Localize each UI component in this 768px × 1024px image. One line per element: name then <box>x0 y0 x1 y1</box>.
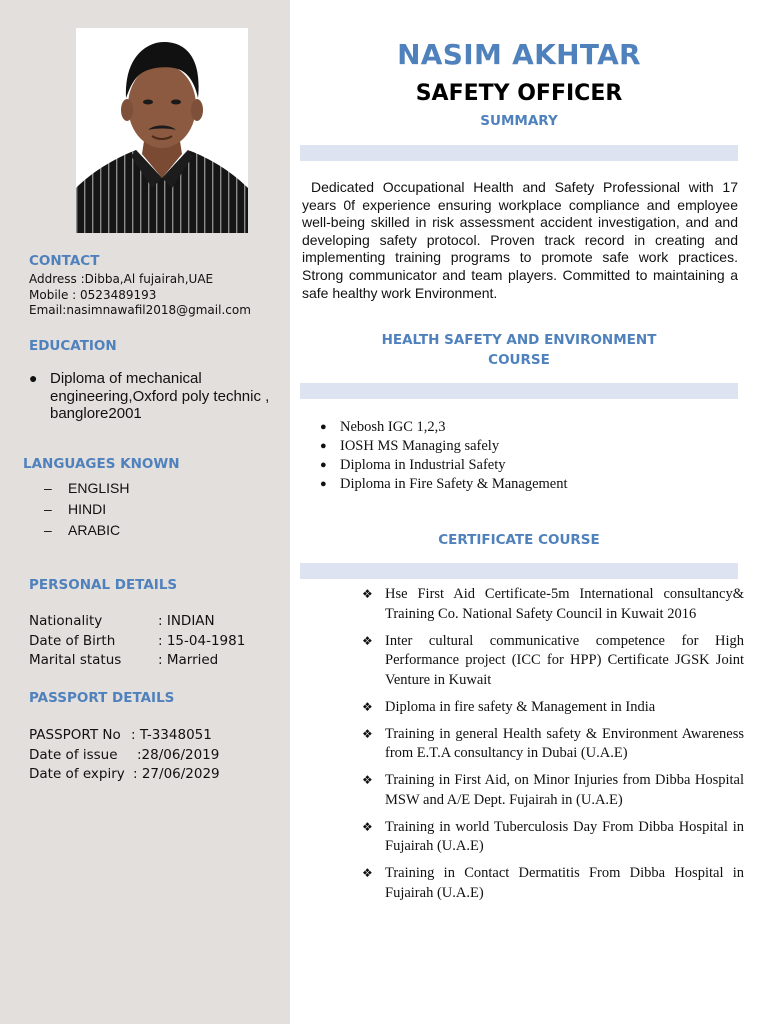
list-item <box>362 698 744 718</box>
list-item <box>320 437 740 456</box>
language-item: ARABIC <box>68 522 121 538</box>
list-item <box>362 864 744 903</box>
hse-item: Diploma in Industrial Safety <box>340 457 506 473</box>
education-item: Diploma of mechanical engineering,Oxford poly technic , banglore2001 <box>50 370 270 422</box>
dash-icon: – <box>44 501 52 517</box>
list-item <box>362 632 744 691</box>
list-item <box>44 499 129 520</box>
detail-value: : INDIAN <box>158 613 215 629</box>
language-item: HINDI <box>68 501 107 517</box>
bullet-icon: ● <box>29 370 38 386</box>
dash-icon: – <box>44 522 52 538</box>
languages-heading: LANGUAGES KNOWN <box>23 456 180 472</box>
bullet-icon: ● <box>320 478 327 490</box>
detail-value: : 15-04-1981 <box>158 632 246 649</box>
bullet-icon: ● <box>320 459 327 471</box>
summary-text: Dedicated Occupational Health and Safety Professional with 17 years 0f experience ensuring workplace compliance and employee well-being skilled in risk assessment accident investigation, and and developing safety protocol. Proven track record in creating and implementing training programs to promote safe work practices. Strong communicator and team players. Committed to maintaining a safe healthy work Environment. <box>302 179 738 301</box>
detail-label: Date of expiry <box>29 766 125 782</box>
diamond-bullet-icon: ❖ <box>362 587 373 601</box>
certificate-item: Training in general Health safety & Environment Awareness from E.T.A consultancy in Dubai (U.A.E) <box>385 725 744 761</box>
list-item <box>44 478 129 499</box>
detail-label: Date of issue <box>29 746 118 763</box>
certificate-item: Hse First Aid Certificate-5m International consultancy& Training Co. National Safety Council in Kuwait 2016 <box>385 586 744 622</box>
job-title: SAFETY OFFICER <box>415 81 623 106</box>
contact-email: Email:nasimnawafil2018@gmail.com <box>29 303 251 317</box>
contact-address: Address :Dibba,Al fujairah,UAE <box>29 272 214 286</box>
sidebar <box>0 0 290 1024</box>
section-divider <box>300 145 738 161</box>
contact-mobile: Mobile : 0523489193 <box>29 287 157 302</box>
contact-block <box>29 272 251 319</box>
detail-label: Nationality <box>29 613 103 629</box>
list-item <box>320 418 740 437</box>
diamond-bullet-icon: ❖ <box>362 866 373 880</box>
contact-heading: CONTACT <box>29 253 100 269</box>
certificate-item: Training in Contact Dermatitis From Dibba Hospital in Fujairah (U.A.E) <box>385 865 744 901</box>
certificate-list <box>362 585 744 911</box>
certificate-item: Inter cultural communicative competence for High Performance project (ICC for HPP) Certificate JGSK Joint Venture in Kuwait <box>385 632 744 688</box>
hse-item: IOSH MS Managing safely <box>340 438 500 454</box>
detail-value: : 27/06/2029 <box>133 766 220 782</box>
hse-list <box>320 418 740 494</box>
list-item <box>320 456 740 475</box>
hse-heading <box>300 330 738 370</box>
diamond-bullet-icon: ❖ <box>362 773 373 787</box>
list-item <box>320 475 740 494</box>
certificate-heading: CERTIFICATE COURSE <box>438 532 600 548</box>
education-list <box>29 370 280 423</box>
diamond-bullet-icon: ❖ <box>362 819 373 834</box>
detail-label: Date of Birth <box>29 632 116 649</box>
list-item <box>362 818 744 857</box>
certificate-item: Diploma in fire safety & Management in India <box>385 698 656 715</box>
list-item <box>29 370 280 423</box>
hse-heading-line: HEALTH SAFETY AND ENVIRONMENT <box>381 332 657 348</box>
education-heading: EDUCATION <box>29 338 117 354</box>
portrait-image <box>76 28 248 233</box>
list-item <box>362 585 744 624</box>
section-divider <box>300 563 738 579</box>
diamond-bullet-icon: ❖ <box>362 633 373 648</box>
candidate-name: NASIM AKHTAR <box>397 38 641 71</box>
section-divider <box>300 383 738 399</box>
certificate-item: Training in world Tuberculosis Day From Dibba Hospital in Fujairah (U.A.E) <box>385 818 744 854</box>
list-item <box>362 725 744 764</box>
detail-label: PASSPORT No <box>29 727 121 743</box>
bullet-icon: ● <box>320 440 327 452</box>
list-item <box>44 520 129 541</box>
bullet-icon: ● <box>320 421 327 433</box>
passport-heading: PASSPORT DETAILS <box>29 690 175 706</box>
diamond-bullet-icon: ❖ <box>362 726 373 741</box>
diamond-bullet-icon: ❖ <box>362 699 373 714</box>
hse-item: Diploma in Fire Safety & Management <box>340 476 568 492</box>
detail-value: : Married <box>158 652 219 668</box>
hse-item: Nebosh IGC 1,2,3 <box>340 419 446 435</box>
list-item <box>362 771 744 810</box>
detail-value: : T-3348051 <box>131 727 212 743</box>
profile-photo <box>76 28 248 233</box>
personal-heading: PERSONAL DETAILS <box>29 577 178 593</box>
languages-list <box>44 478 129 541</box>
certificate-item: Training in First Aid, on Minor Injuries from Dibba Hospital MSW and A/E Dept. Fujairah in (U.A.E) <box>385 772 744 808</box>
detail-label: Marital status <box>29 652 122 668</box>
detail-value: :28/06/2019 <box>137 746 220 763</box>
dash-icon: – <box>44 480 52 496</box>
hse-heading-line: COURSE <box>488 352 550 368</box>
language-item: ENGLISH <box>68 480 130 496</box>
summary-heading: SUMMARY <box>480 113 558 129</box>
